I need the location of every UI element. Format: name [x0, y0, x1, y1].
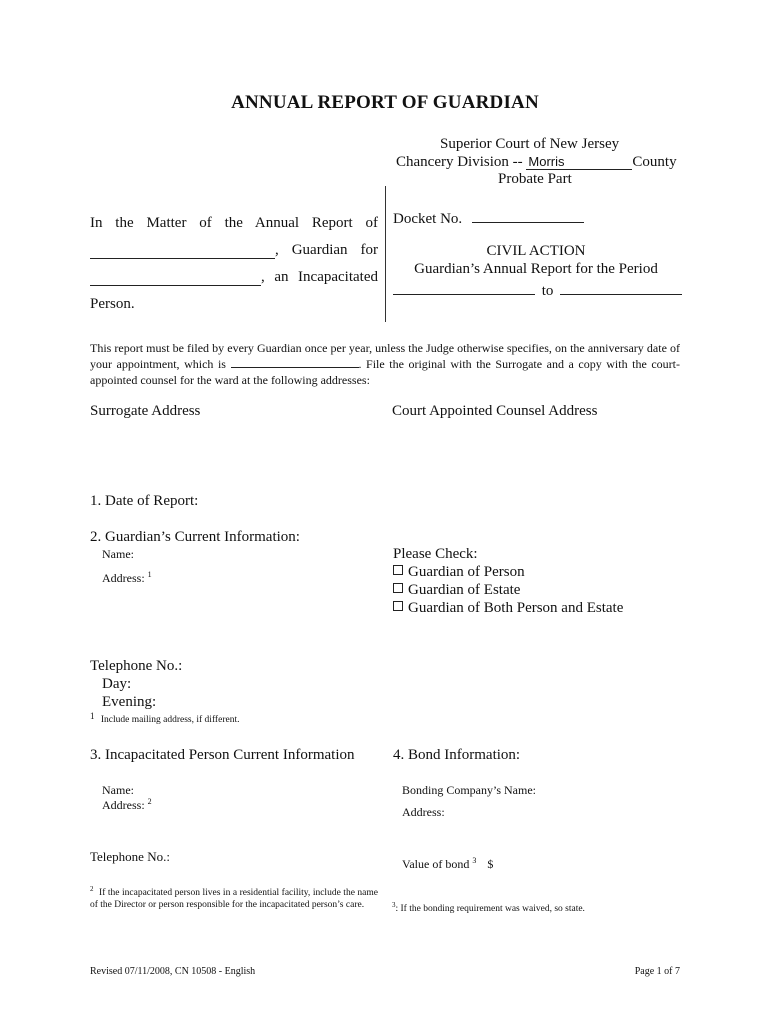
docket-line [393, 208, 584, 228]
division-label: Chancery Division -- [396, 154, 523, 170]
incapacitated-name-field[interactable] [90, 271, 261, 286]
option-guardian-of-person[interactable]: Guardian of Person [393, 564, 525, 581]
footnote-ref-3: 3 [472, 856, 477, 865]
guardian-telephone-label: Telephone No.: [90, 658, 183, 674]
instructions-part-2: . File the original with the Surrogate and a copy with the court-appointed counsel for the ward at the following addresses: [90, 357, 680, 387]
period-start-field[interactable] [393, 280, 535, 295]
date-of-report-label: 1. Date of Report: [90, 493, 199, 509]
footnote-ref-1: 1 [147, 570, 152, 579]
period-label: Guardian’s Annual Report for the Period [414, 261, 658, 277]
incapacitated-label: , an Incapacitated [261, 269, 378, 285]
bond-info-heading: 4. Bond Information: [393, 747, 521, 763]
county-field[interactable]: Morris [526, 155, 632, 170]
docket-field[interactable] [472, 208, 584, 223]
guardian-address-label: Address: $^1$ [102, 570, 152, 585]
guardian-name-label: Name: [102, 547, 134, 561]
option-guardian-of-estate[interactable]: Guardian of Estate [393, 582, 520, 599]
incapacitated-info-heading: 3. Incapacitated Person Current Information [90, 747, 355, 763]
please-check-label: Please Check: [393, 546, 478, 562]
checkbox-guardian-of-person[interactable] [393, 565, 403, 575]
surrogate-address-heading: Surrogate Address [90, 403, 201, 419]
option-guardian-of-both[interactable]: Guardian of Both Person and Estate [393, 600, 623, 617]
bond-value-label: Value of bond [402, 857, 470, 871]
checkbox-guardian-of-both[interactable] [393, 601, 403, 611]
incapacitated-address-label: Address: $^2$ [102, 797, 152, 812]
footnote-ref-2: 2 [147, 797, 152, 806]
county-label: County [632, 154, 677, 170]
guardian-for-label: , Guardian for [275, 242, 378, 258]
period-line [393, 280, 682, 300]
revision-note: Revised 07/11/2008, CN 10508 - English [90, 966, 256, 977]
appointment-date-field[interactable] [231, 356, 359, 368]
period-end-field[interactable] [560, 280, 682, 295]
instructions-part-1: This report must be filed by every Guardian once per year, unless the Judge otherwise specifies, on the anniversary date of your appointment, which is [90, 341, 680, 371]
bonding-company-label: Bonding Company’s Name: [402, 783, 536, 797]
incapacitated-name-label: Name: [102, 783, 134, 797]
matter-line-1: In the Matter of the Annual Report of [90, 215, 378, 231]
matter-person: Person. [90, 296, 135, 312]
matter-line-2 [90, 242, 378, 259]
form-title: ANNUAL REPORT OF GUARDIAN [231, 92, 539, 113]
civil-action: CIVIL ACTION [486, 243, 586, 259]
court-division [396, 154, 677, 171]
checkbox-guardian-of-estate[interactable] [393, 583, 403, 593]
guardian-name-field[interactable] [90, 244, 275, 259]
bond-value-line [402, 856, 493, 872]
footnote-2: $^2$ If the incapacitated person lives in a residential facility, include the name of the Director or person responsible for the incapacitated person’s care. [90, 885, 379, 911]
footnote-3: $^3$: If the bonding requirement was waived, so state. [392, 901, 585, 915]
instructions-paragraph [90, 340, 680, 388]
matter-line-3 [90, 269, 378, 286]
bond-address-label: Address: [402, 805, 445, 819]
bond-dollar-sign: $ [487, 857, 494, 871]
page-number: Page 1 of 7 [634, 966, 680, 977]
footnote-1: 1 Include mailing address, if different. [90, 711, 240, 725]
counsel-address-heading: Court Appointed Counsel Address [392, 403, 598, 419]
probate-part: Probate Part [498, 171, 572, 187]
incapacitated-telephone-label: Telephone No.: [90, 849, 170, 864]
day-label: Day: [102, 676, 132, 692]
court-name: Superior Court of New Jersey [440, 136, 620, 152]
docket-label: Docket No. [393, 211, 463, 227]
period-to: to [541, 283, 554, 299]
evening-label: Evening: [102, 694, 157, 710]
guardian-info-heading: 2. Guardian’s Current Information: [90, 529, 300, 545]
